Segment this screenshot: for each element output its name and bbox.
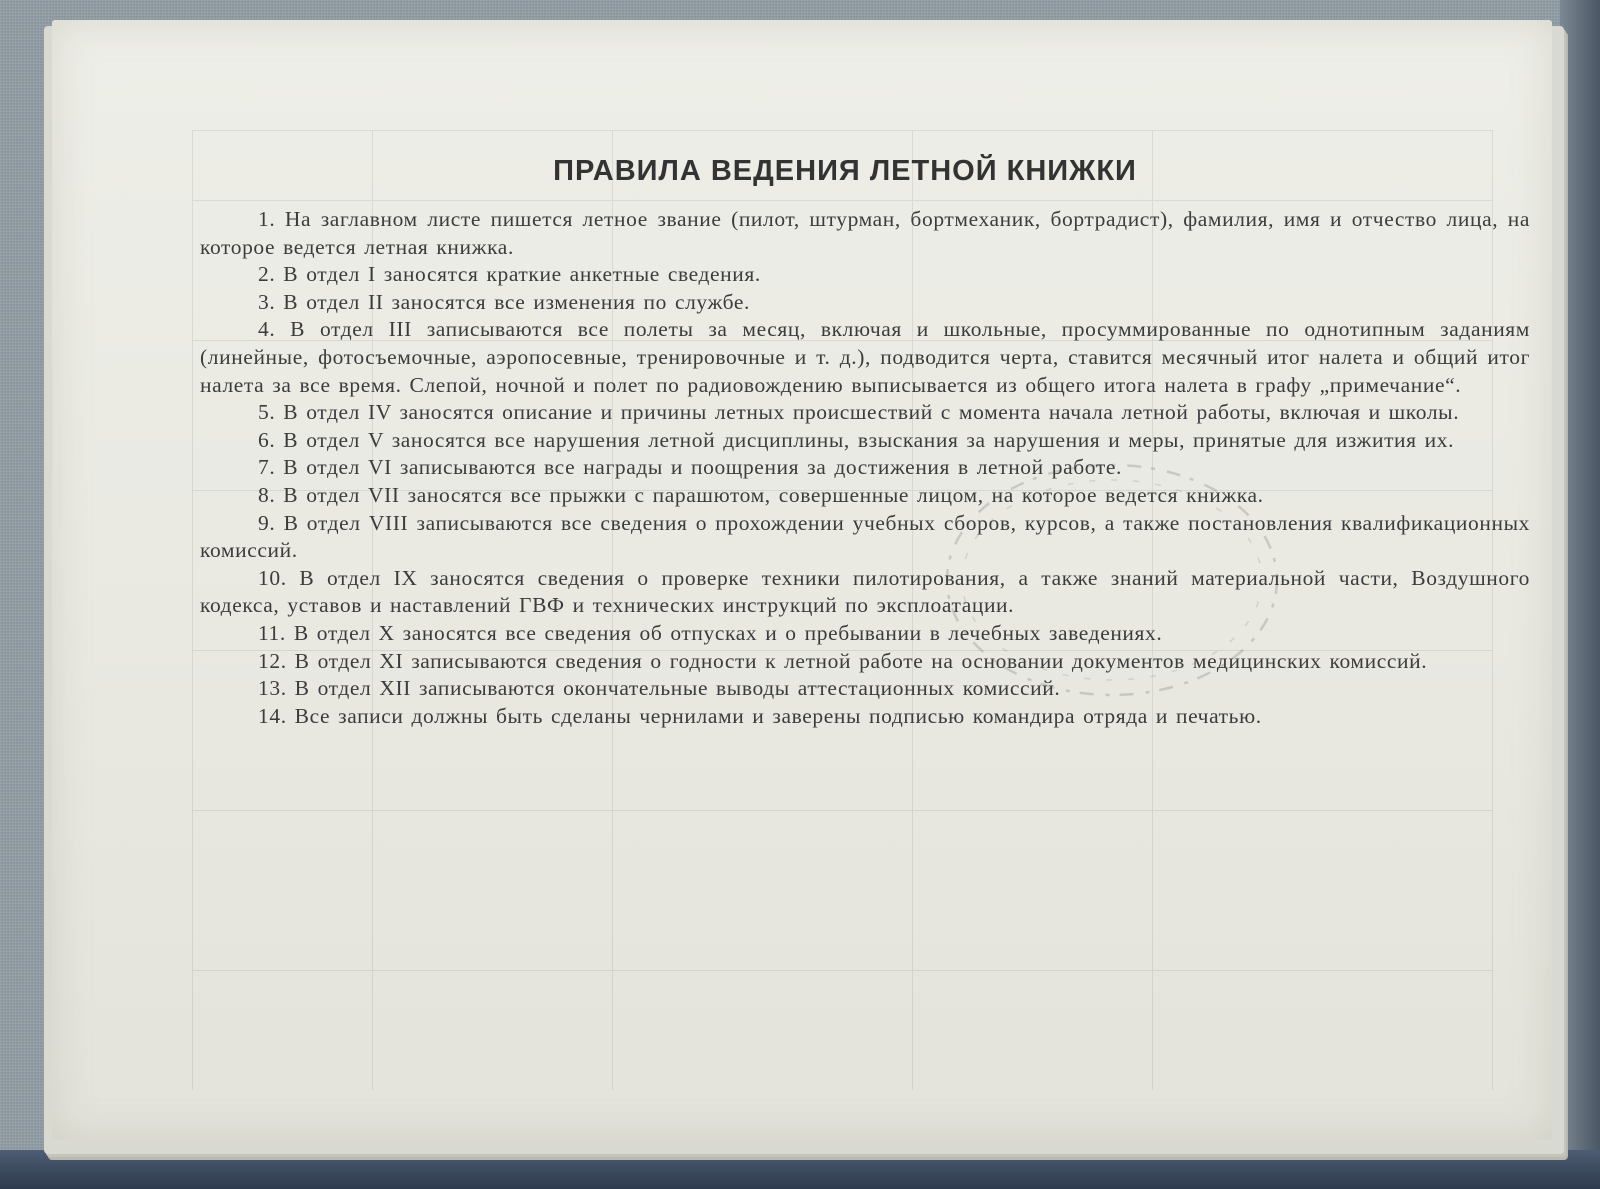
rule-item: 14. Все записи должны быть сделаны чернилами и заверены подписью командира отряда и печатью.	[258, 703, 1262, 728]
rule-item: 10. В отдел IX заносятся сведения о проверке техники пилотирования, а также знаний материальной части, Воздушного кодекса, уставов и наставлений ГВФ и технических инструкций по эксплоатации.	[200, 565, 1530, 618]
cover-right-edge	[1560, 0, 1600, 1189]
rule-item: 7. В отдел VI записываются все награды и поощрения за достижения в летной работе.	[258, 455, 1122, 480]
rule-item: 5. В отдел IV заносятся описание и причины летных происшествий с момента начала летной работы, включая и школы.	[258, 400, 1460, 425]
rule-item: 11. В отдел X заносятся все сведения об отпусках и о пребывании в лечебных заведениях.	[258, 620, 1163, 645]
rule-item: 3. В отдел II заносятся все изменения по службе.	[258, 289, 751, 314]
rule-item: 9. В отдел VIII записываются все сведения о прохождении учебных сборов, курсов, а также постановления квалификационных комиссий.	[200, 510, 1530, 563]
rule-item: 2. В отдел I заносятся краткие анкетные сведения.	[258, 262, 761, 287]
rule-item: 1. На заглавном листе пишется летное звание (пилот, штурман, бортмеханик, бортрадист), фамилия, имя и отчество лица, на которое ведется летная книжка.	[200, 207, 1530, 259]
rule-item: 12. В отдел XI записываются сведения о годности к летной работе на основании документов медицинских комиссий.	[258, 648, 1428, 673]
rules-document	[200, 155, 1530, 730]
cover-bottom-edge	[0, 1150, 1600, 1189]
rule-item: 8. В отдел VII заносятся все прыжки с парашютом, совершенные лицом, на которое ведется книжка.	[258, 482, 1264, 507]
document-title: ПРАВИЛА ВЕДЕНИЯ ЛЕТНОЙ КНИЖКИ	[553, 155, 1137, 187]
rule-item: 4. В отдел III записываются все полеты за месяц, включая и школьные, просуммированные по однотипным заданиям (линейные, фотосъемочные, аэропосевные, тренировочные и т. д.), подводится черта, ставится месячный итог налета и общий итог налета за все время. Слепой, ночной и полет по радиовождению выписывается из общего итога налета в графу „примечание“.	[200, 317, 1530, 397]
rule-item: 6. В отдел V заносятся все нарушения летной дисциплины, взыскания за нарушения и меры, принятые для изжития их.	[258, 427, 1455, 452]
rule-item: 13. В отдел XII записываются окончательные выводы аттестационных комиссий.	[258, 676, 1061, 701]
